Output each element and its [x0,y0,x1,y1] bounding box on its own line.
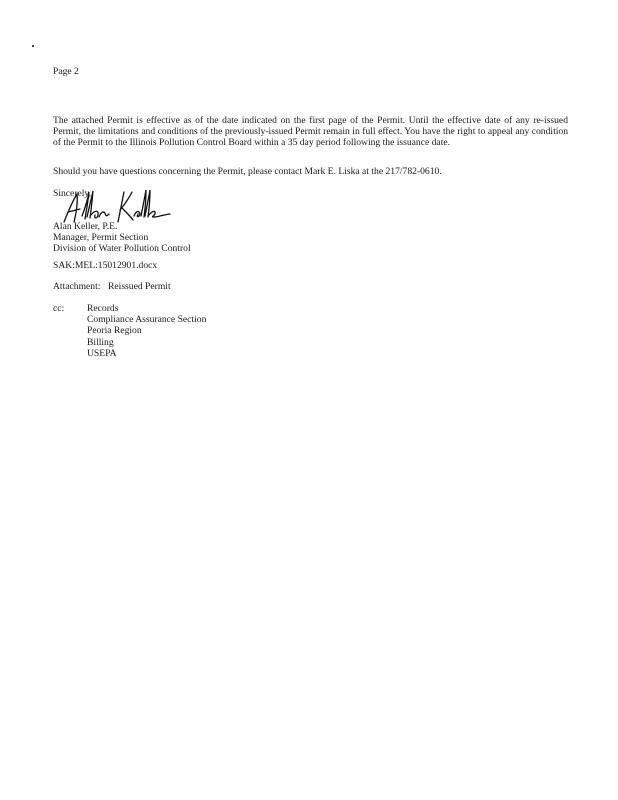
signer-title: Manager, Permit Section [53,232,149,244]
scan-speck [32,45,34,47]
page-number-label: Page 2 [53,66,79,77]
salutation: Sincerely, [53,188,92,199]
cc-recipient: USEPA [87,347,117,359]
cc-recipient: Records [87,303,119,314]
attachment-line [53,281,171,292]
permit-effective-paragraph: The attached Permit is effective as of the date indicated on the first page of the Permit. Until the effective date of any re-issued Permit, the limitations and conditions of the previously-issued Permit remain in full effect. You have the right to appeal any condition of the Permit to the Illinois Pollution Control Board within a 35 day period following the issuance date. [53,115,568,149]
signer-name: Alan Keller, P.E. [53,221,118,232]
cc-recipient: Compliance Assurance Section [87,314,207,326]
cc-recipient-list [87,303,206,359]
attachment-label: Attachment: [53,281,101,292]
signer-block [53,221,191,255]
cc-recipient: Billing [87,336,114,348]
cc-label: cc: [53,303,65,314]
attachment-value: Reissued Permit [108,281,171,292]
signer-division: Division of Water Pollution Control [53,243,191,255]
cc-recipient: Peoria Region [87,325,142,337]
reference-initials: SAK:MEL:15012901.docx [53,260,158,271]
contact-paragraph: Should you have questions concerning the Permit, please contact Mark E. Liska at the 217/782-0610. [53,166,442,177]
